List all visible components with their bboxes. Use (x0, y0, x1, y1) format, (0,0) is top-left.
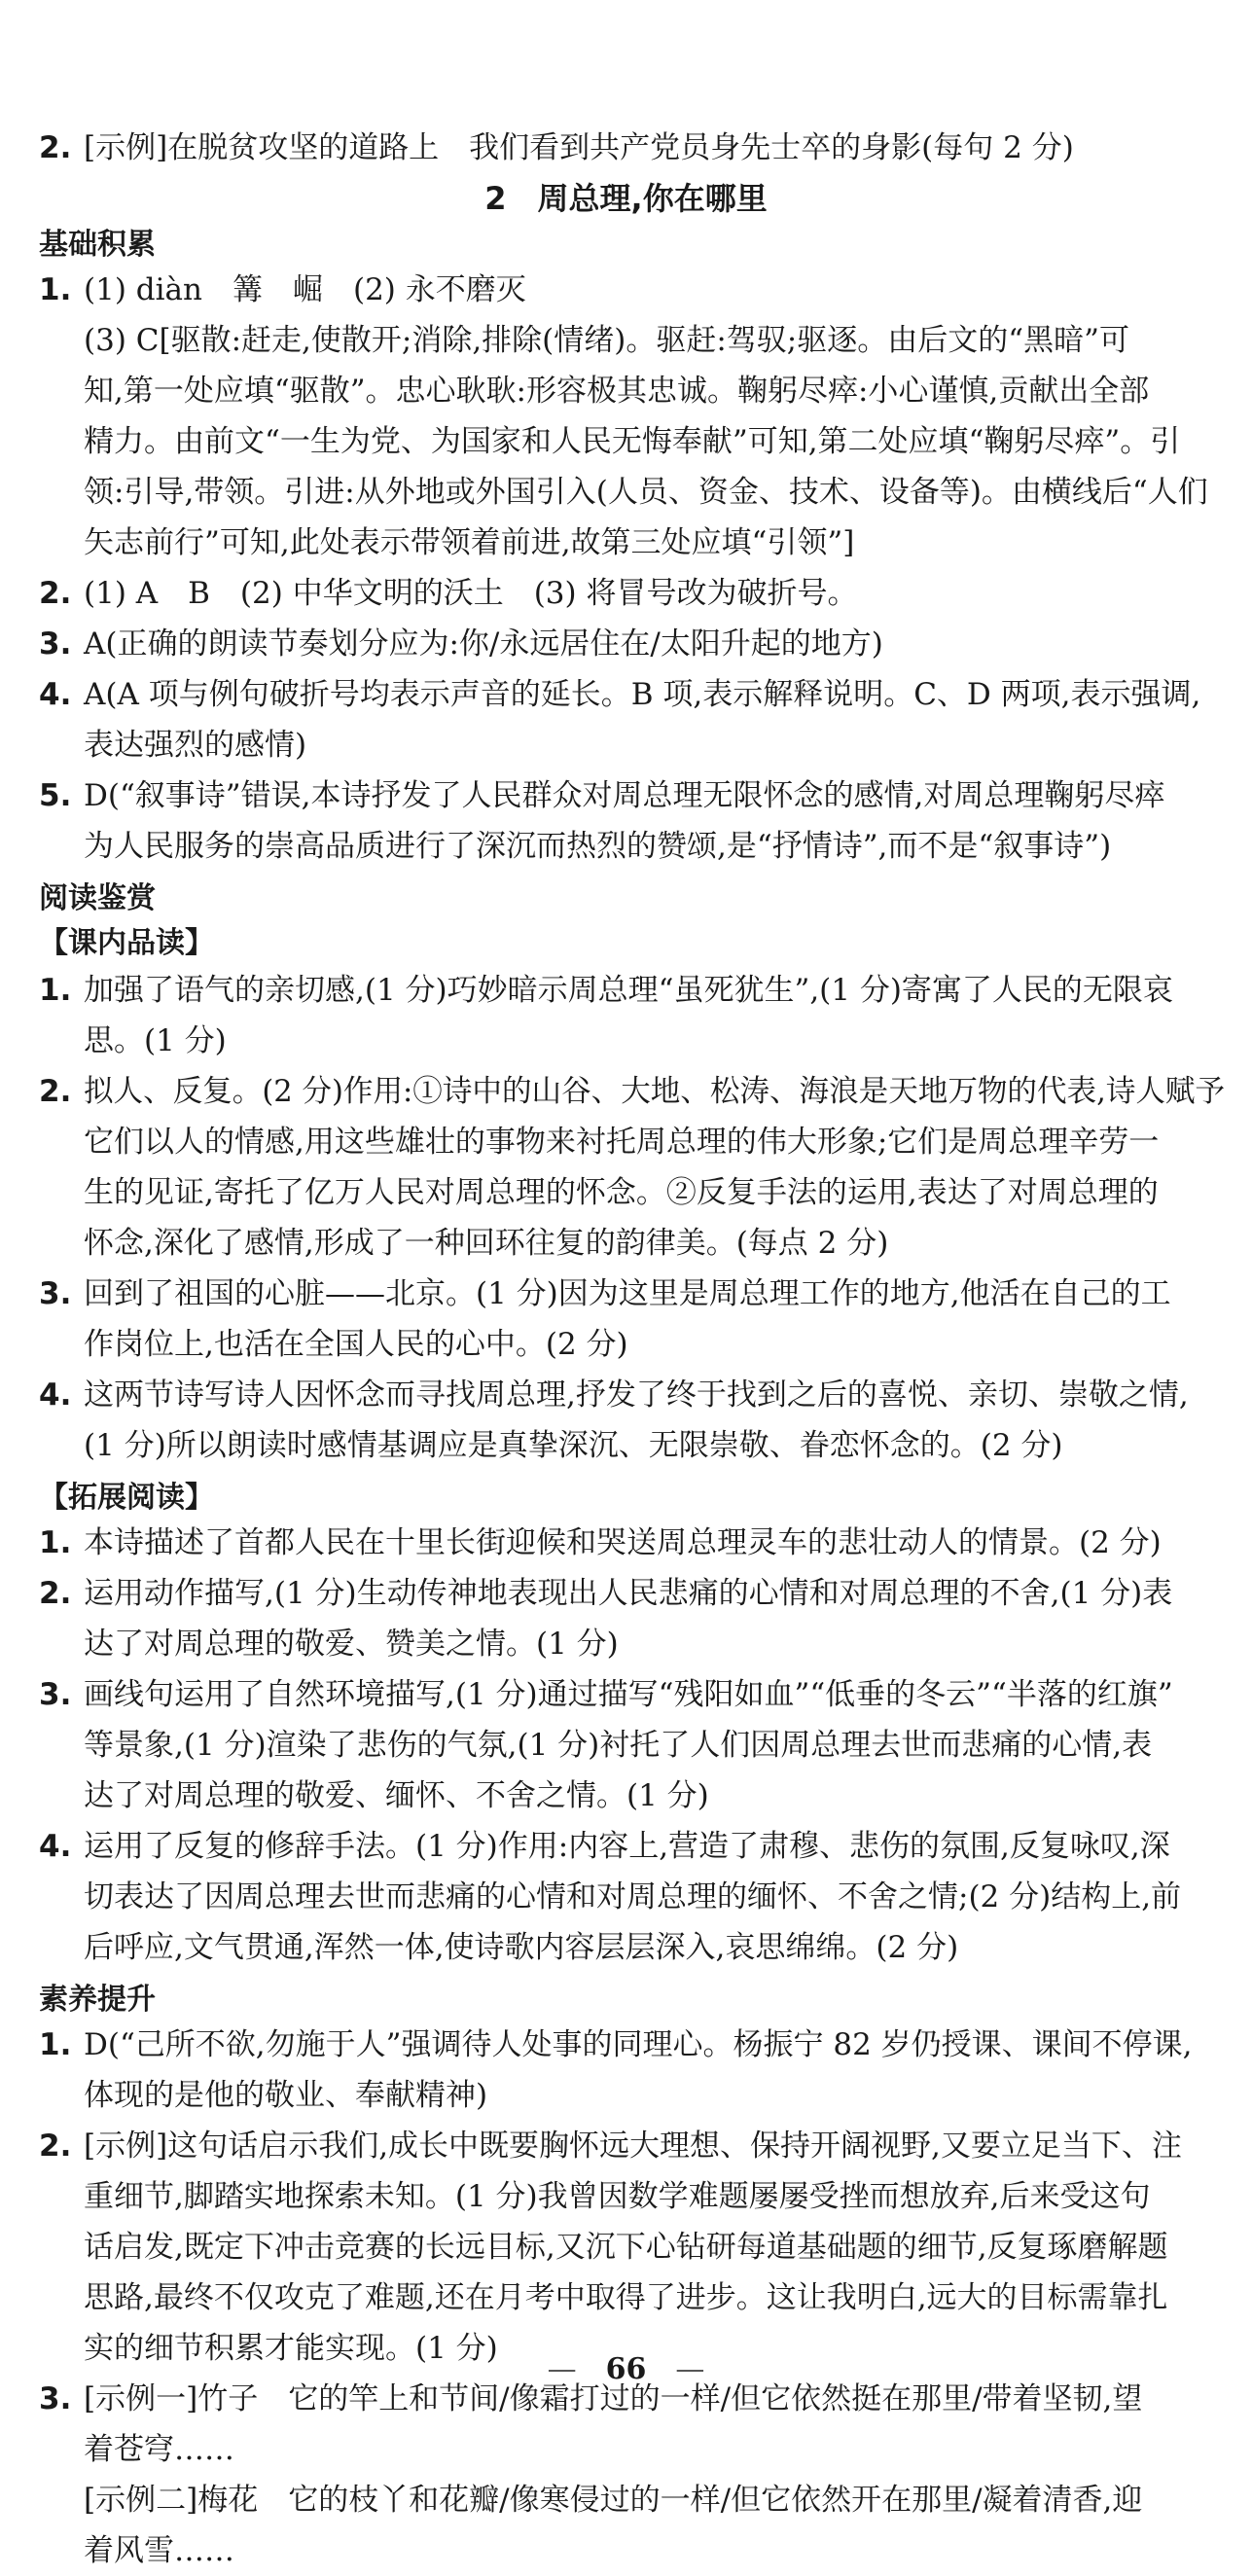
page-number-dash-right: — (646, 2352, 705, 2386)
page-number-dash-left: — (547, 2352, 606, 2386)
item-text-line: [示例二]梅花 它的枝丫和花瓣/像寒侵过的一样/但它依然开在那里/凝着清香,迎 (84, 2483, 1143, 2518)
item-number: 1. (39, 1525, 72, 1560)
item-text-line: 思。(1 分) (84, 1023, 227, 1058)
item-number: 5. (39, 778, 72, 813)
section-heading: 素养提升 (39, 1983, 156, 2017)
item-number: 4. (39, 1829, 72, 1864)
item-text-line: 达了对周总理的敬爱、赞美之情。(1 分) (84, 1627, 619, 1662)
item-text-line: 话启发,既定下冲击竞赛的长远目标,又沉下心钻研每道基础题的细节,反复琢磨解题 (84, 2230, 1168, 2265)
item-number: 3. (39, 1276, 72, 1311)
item-number: 3. (39, 1677, 72, 1712)
item-text-line: 为人民服务的崇高品质进行了深沉而热烈的赞颂,是“抒情诗”,而不是“叙事诗”) (84, 829, 1112, 864)
item-text-line: 着风雪…… (84, 2533, 234, 2568)
item-text-line: 回到了祖国的心脏——北京。(1 分)因为这里是周总理工作的地方,他活在自己的工 (84, 1276, 1171, 1311)
item-text-line: 领:引导,带领。引进:从外地或外国引入(人员、资金、技术、设备等)。由横线后“人们 (84, 475, 1208, 510)
item-text-line: (1) A B (2) 中华文明的沃土 (3) 将冒号改为破折号。 (84, 576, 858, 611)
item-number: 2. (39, 1576, 72, 1611)
item-text-line: 加强了语气的亲切感,(1 分)巧妙暗示周总理“虽死犹生”,(1 分)寄寓了人民的无限哀 (84, 973, 1173, 1008)
item-number: 4. (39, 677, 72, 712)
item-text-line: 运用动作描写,(1 分)生动传神地表现出人民悲痛的心情和对周总理的不舍,(1 分)表 (84, 1576, 1173, 1611)
section-heading: 阅读鉴赏 (39, 881, 156, 915)
item-text-line: 它们以人的情感,用这些雄壮的事物来衬托周总理的伟大形象;它们是周总理辛劳一 (84, 1125, 1160, 1160)
item-text-line: 矢志前行”可知,此处表示带领着前进,故第三处应填“引领”] (84, 525, 855, 560)
item-text-line: A(A 项与例句破折号均表示声音的延长。B 项,表示解释说明。C、D 两项,表示强调, (84, 677, 1201, 712)
item-text-line: D(“叙事诗”错误,本诗抒发了人民群众对周总理无限怀念的感情,对周总理鞠躬尽瘁 (84, 778, 1165, 813)
item-number: 2. (39, 576, 72, 611)
lesson-title: 2 周总理,你在哪里 (484, 180, 768, 217)
item-text-line: 画线句运用了自然环境描写,(1 分)通过描写“残阳如血”“低垂的冬云”“半落的红旗” (84, 1677, 1173, 1712)
item-text-line: 等景象,(1 分)渲染了悲伤的气氛,(1 分)衬托了人们因周总理去世而悲痛的心情,表 (84, 1728, 1153, 1763)
section-heading: 基础积累 (39, 228, 156, 262)
item-text-line: 达了对周总理的敬爱、缅怀、不舍之情。(1 分) (84, 1778, 709, 1813)
item-number: 2. (39, 130, 72, 165)
item-text-line: (1) diàn 篝 崛 (2) 永不磨灭 (84, 272, 526, 307)
item-text-line: 表达强烈的感情) (84, 728, 307, 763)
item-number: 3. (39, 2381, 72, 2416)
page-number-value: 66 (605, 2352, 647, 2386)
item-number: 2. (39, 1074, 72, 1109)
item-text-line: (1 分)所以朗读时感情基调应是真挚深沉、无限崇敬、眷恋怀念的。(2 分) (84, 1428, 1063, 1463)
item-number: 2. (39, 2129, 72, 2164)
item-text-line: 体现的是他的敬业、奉献精神) (84, 2078, 488, 2113)
item-number: 1. (39, 2027, 72, 2062)
item-text-line: 后呼应,文气贯通,浑然一体,使诗歌内容层层深入,哀思绵绵。(2 分) (84, 1930, 959, 1965)
item-text-line: 切表达了因周总理去世而悲痛的心情和对周总理的缅怀、不舍之情;(2 分)结构上,前 (84, 1879, 1182, 1914)
item-text-line: A(正确的朗读节奏划分应为:你/永远居住在/太阳升起的地方) (84, 626, 883, 662)
item-text-line: D(“己所不欲,勿施于人”强调待人处事的同理心。杨振宁 82 岁仍授课、课间不停课, (84, 2027, 1193, 2062)
item-number: 4. (39, 1377, 72, 1413)
item-text-line: 怀念,深化了感情,形成了一种回环往复的韵律美。(每点 2 分) (84, 1226, 889, 1261)
item-text-line: [示例]在脱贫攻坚的道路上 我们看到共产党员身先士卒的身影(每句 2 分) (84, 130, 1074, 165)
item-number: 1. (39, 272, 72, 307)
section-heading: 【拓展阅读】 (39, 1481, 214, 1515)
item-text-line: 生的见证,寄托了亿万人民对周总理的怀念。②反复手法的运用,表达了对周总理的 (84, 1175, 1159, 1210)
item-text-line: 拟人、反复。(2 分)作用:①诗中的山谷、大地、松涛、海浪是天地万物的代表,诗人赋予 (84, 1074, 1226, 1109)
item-text-line: 着苍穹…… (84, 2432, 234, 2467)
item-text-line: [示例一]竹子 它的竿上和节间/像霜打过的一样/但它依然挺在那里/带着坚韧,望 (84, 2381, 1143, 2416)
item-text-line: [示例]这句话启示我们,成长中既要胸怀远大理想、保持开阔视野,又要立足当下、注 (84, 2129, 1182, 2164)
section-heading: 【课内品读】 (39, 926, 214, 960)
item-text-line: 这两节诗写诗人因怀念而寻找周总理,抒发了终于找到之后的喜悦、亲切、崇敬之情, (84, 1377, 1189, 1413)
item-text-line: 作岗位上,也活在全国人民的心中。(2 分) (84, 1327, 628, 1362)
item-text-line: (3) C[驱散:赶走,使散开;消除,排除(情绪)。驱赶:驾驭;驱逐。由后文的“黑暗”可 (84, 323, 1129, 358)
item-number: 1. (39, 973, 72, 1008)
item-text-line: 实的细节积累才能实现。(1 分) (84, 2331, 498, 2366)
item-text-line: 重细节,脚踏实地探索未知。(1 分)我曾因数学难题屡屡受挫而想放弃,后来受这句 (84, 2179, 1151, 2214)
item-number: 3. (39, 626, 72, 662)
item-text-line: 思路,最终不仅攻克了难题,还在月考中取得了进步。这让我明白,远大的目标需靠扎 (84, 2280, 1168, 2315)
item-text-line: 知,第一处应填“驱散”。忠心耿耿:形容极其忠诚。鞠躬尽瘁:小心谨慎,贡献出全部 (84, 374, 1150, 409)
item-text-line: 运用了反复的修辞手法。(1 分)作用:内容上,营造了肃穆、悲伤的氛围,反复咏叹,深 (84, 1829, 1170, 1864)
item-text-line: 精力。由前文“一生为党、为国家和人民无悔奉献”可知,第二处应填“鞠躬尽瘁”。引 (84, 424, 1181, 459)
item-text-line: 本诗描述了首都人民在十里长街迎候和哭送周总理灵车的悲壮动人的情景。(2 分) (84, 1525, 1162, 1560)
